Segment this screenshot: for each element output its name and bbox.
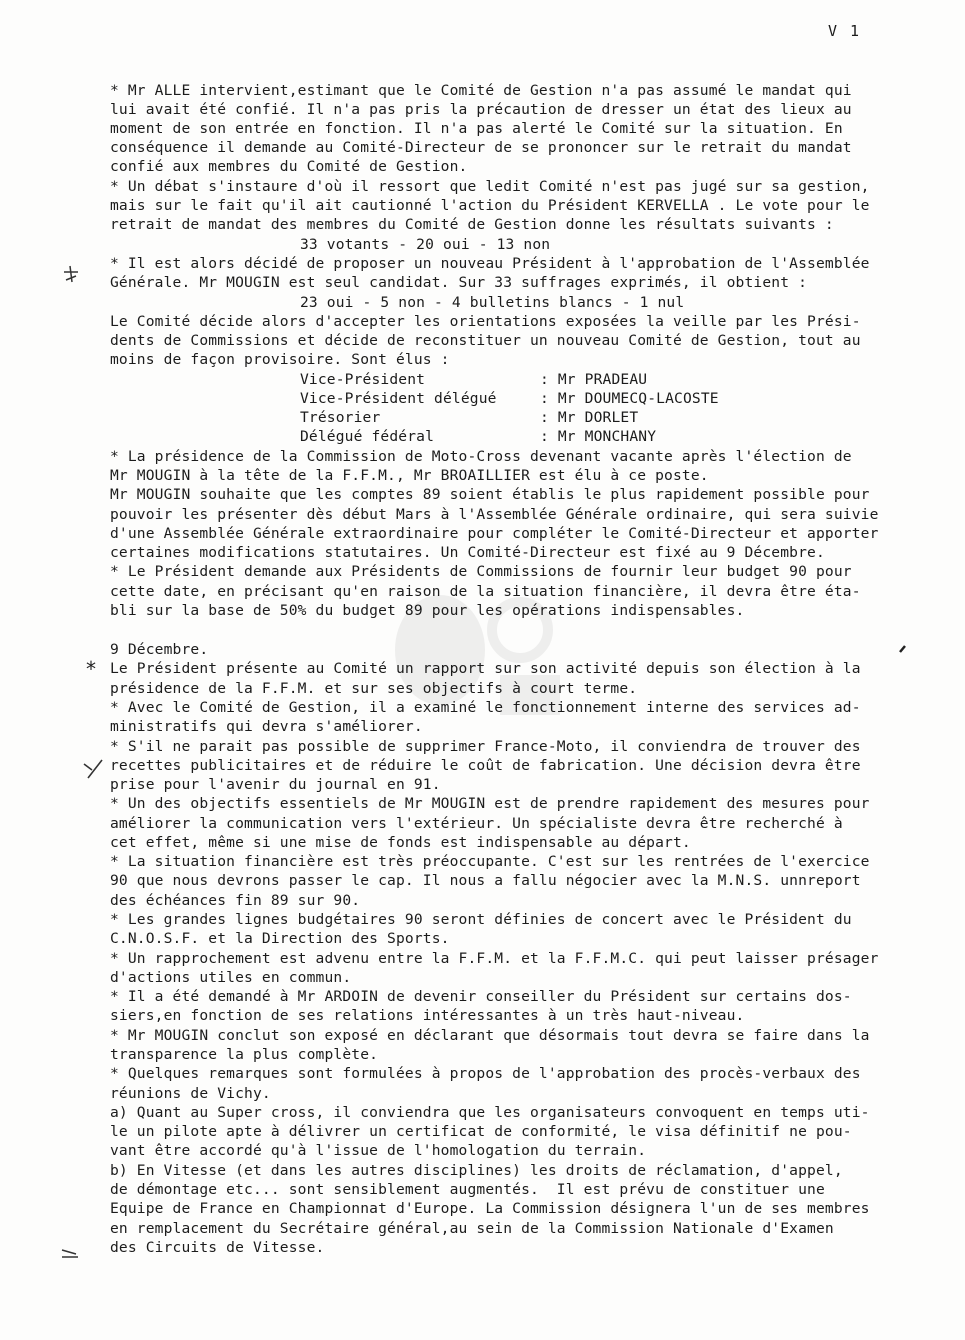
text-line: a) Quant au Super cross, il conviendra que les organisateurs convoquent en temps uti- bbox=[110, 1104, 870, 1121]
elected-role: Délégué fédéral bbox=[300, 428, 435, 445]
text-line: * Un des objectifs essentiels de Mr MOUGIN est de prendre rapidement des mesures pour bbox=[110, 795, 870, 812]
text-line: d'actions utiles en commun. bbox=[110, 969, 352, 986]
text-line: * La situation financière est très préoccupante. C'est sur les rentrées de l'exercice bbox=[110, 853, 870, 870]
elected-name: : Mr DOUMECQ-LACOSTE bbox=[540, 390, 719, 407]
text-line: * Avec le Comité de Gestion, il a examiné le fonctionnement interne des services ad- bbox=[110, 699, 861, 716]
elected-name: : Mr DORLET bbox=[540, 409, 639, 426]
text-line: retrait de mandat des membres du Comité de Gestion donne les résultats suivants : bbox=[110, 216, 834, 233]
text-line: * Il est alors décidé de proposer un nouveau Président à l'approbation de l'Assemblée bbox=[110, 255, 870, 272]
ink-dot bbox=[898, 644, 908, 654]
text-line: Mr MOUGIN à la tête de la F.F.M., Mr BROAILLIER est élu à ce poste. bbox=[110, 467, 709, 484]
text-line: * Quelques remarques sont formulées à propos de l'approbation des procès-verbaux des bbox=[110, 1065, 861, 1082]
text-line: Le Comité décide alors d'accepter les orientations exposées la veille par les Prési- bbox=[110, 313, 861, 330]
margin-check-mark bbox=[80, 756, 106, 780]
text-line: moment de son entrée en fonction. Il n'a pas alerté le Comité sur la situation. En bbox=[110, 120, 843, 137]
text-line: pouvoir les présenter dès début Mars à l'Assemblée Générale ordinaire, qui sera suivie bbox=[110, 506, 879, 523]
text-line: transparence la plus complète. bbox=[110, 1046, 379, 1063]
margin-tick-mark bbox=[60, 262, 82, 286]
text-line: prise pour l'avenir du journal en 91. bbox=[110, 776, 441, 793]
elected-role: Vice-Président bbox=[300, 371, 426, 388]
margin-dash-mark bbox=[58, 1244, 82, 1262]
text-line: en remplacement du Secrétaire général,au sein de la Commission Nationale d'Examen bbox=[110, 1220, 834, 1237]
text-line: Mr MOUGIN souhaite que les comptes 89 soient établis le plus rapidement possible pour bbox=[110, 486, 870, 503]
text-line: * Il a été demandé à Mr ARDOIN de devenir conseiller du Président sur certains dos- bbox=[110, 988, 852, 1005]
text-line: ministratifs qui devra s'améliorer. bbox=[110, 718, 423, 735]
text-line: réunions de Vichy. bbox=[110, 1085, 271, 1102]
text-line: certaines modifications statutaires. Un Comité-Directeur est fixé au 9 Décembre. bbox=[110, 544, 825, 561]
text-line: des Circuits de Vitesse. bbox=[110, 1239, 325, 1256]
section-date: 9 Décembre. bbox=[110, 641, 209, 658]
text-line: * La présidence de la Commission de Moto-Cross devenant vacante après l'élection de bbox=[110, 448, 852, 465]
text-line: mais sur le fait qu'il ait cautionné l'action du Président KERVELLA . Le vote pour le bbox=[110, 197, 870, 214]
text-line: siers,en fonction de ses relations intéressantes à un très haut-niveau. bbox=[110, 1007, 745, 1024]
text-line: recettes publicitaires et de réduire le coût de fabrication. Une décision devra être bbox=[110, 757, 861, 774]
text-line: * Un rapprochement est advenu entre la F.F.M. et la F.F.M.C. qui peut laisser présager bbox=[110, 950, 879, 967]
text-line: * Mr MOUGIN conclut son exposé en déclarant que désormais tout devra se faire dans la bbox=[110, 1027, 870, 1044]
text-line: * Le Président demande aux Présidents de Commissions de fournir leur budget 90 pour bbox=[110, 563, 852, 580]
text-line: b) En Vitesse (et dans les autres disciplines) les droits de réclamation, d'appel, bbox=[110, 1162, 843, 1179]
text-line: cet effet, même si une mise de fonds est indispensable au départ. bbox=[110, 834, 691, 851]
text-line: cette date, en précisant qu'en raison de la situation financière, il devra être éta- bbox=[110, 583, 861, 600]
text-line: bli sur la base de 50% du budget 89 pour les opérations indispensables. bbox=[110, 602, 745, 619]
text-line: Equipe de France en Championnat d'Europe. La Commission désignera l'un de ses membres bbox=[110, 1200, 870, 1217]
text-line: Générale. Mr MOUGIN est seul candidat. Sur 33 suffrages exprimés, il obtient : bbox=[110, 274, 808, 291]
text-line: dents de Commissions et décide de reconstituer un nouveau Comité de Gestion, tout au bbox=[110, 332, 861, 349]
text-line: de démontage etc... sont sensiblement augmentés. Il est prévu de constituer une bbox=[110, 1181, 825, 1198]
text-line: 90 que nous devrons passer le cap. Il nous a fallu négocier avec la M.N.S. unnreport bbox=[110, 872, 861, 889]
text-line: * Un débat s'instaure d'où il ressort que ledit Comité n'est pas jugé sur sa gestion, bbox=[110, 178, 870, 195]
vote-result: 33 votants - 20 oui - 13 non bbox=[300, 236, 551, 253]
text-line: améliorer la communication vers l'extérieur. Un spécialiste devra être recherché à bbox=[110, 815, 843, 832]
text-line: présidence de la F.F.M. et sur ses objectifs à court terme. bbox=[110, 680, 638, 697]
elected-name: : Mr PRADEAU bbox=[540, 371, 648, 388]
margin-asterisk-mark: * bbox=[86, 657, 96, 681]
text-line: * Les grandes lignes budgétaires 90 seront définies de concert avec le Président du bbox=[110, 911, 852, 928]
text-line: des échéances fin 89 sur 90. bbox=[110, 892, 361, 909]
text-line: * Mr ALLE intervient,estimant que le Comité de Gestion n'a pas assumé le mandat qui bbox=[110, 82, 852, 99]
text-line: confié aux membres du Comité de Gestion. bbox=[110, 158, 468, 175]
text-line: conséquence il demande au Comité-Directeur de se prononcer sur le retrait du mandat bbox=[110, 139, 852, 156]
text-line: vant être accordé qu'à l'issue de l'homologation du terrain. bbox=[110, 1142, 647, 1159]
text-line: * S'il ne parait pas possible de supprimer France-Moto, il conviendra de trouver des bbox=[110, 738, 861, 755]
vote-result: 23 oui - 5 non - 4 bulletins blancs - 1 nul bbox=[300, 294, 685, 311]
text-line: d'une Assemblée Générale extraordinaire pour compléter le Comité-Directeur et apporter bbox=[110, 525, 879, 542]
text-line: C.N.O.S.F. et la Direction des Sports. bbox=[110, 930, 450, 947]
elected-name: : Mr MONCHANY bbox=[540, 428, 657, 445]
text-line: lui avait été confié. Il n'a pas pris la précaution de dresser un état des lieux au bbox=[110, 101, 852, 118]
elected-role: Trésorier bbox=[300, 409, 381, 426]
text-line: Le Président présente au Comité un rapport sur son activité depuis son élection à la bbox=[110, 660, 861, 677]
text-line: le un pilote apte à délivrer un certificat de conformité, le visa définitif ne pou- bbox=[110, 1123, 852, 1140]
page-number: V 1 bbox=[828, 22, 862, 40]
text-line: moins de façon provisoire. Sont élus : bbox=[110, 351, 450, 368]
elected-role: Vice-Président délégué bbox=[300, 390, 497, 407]
